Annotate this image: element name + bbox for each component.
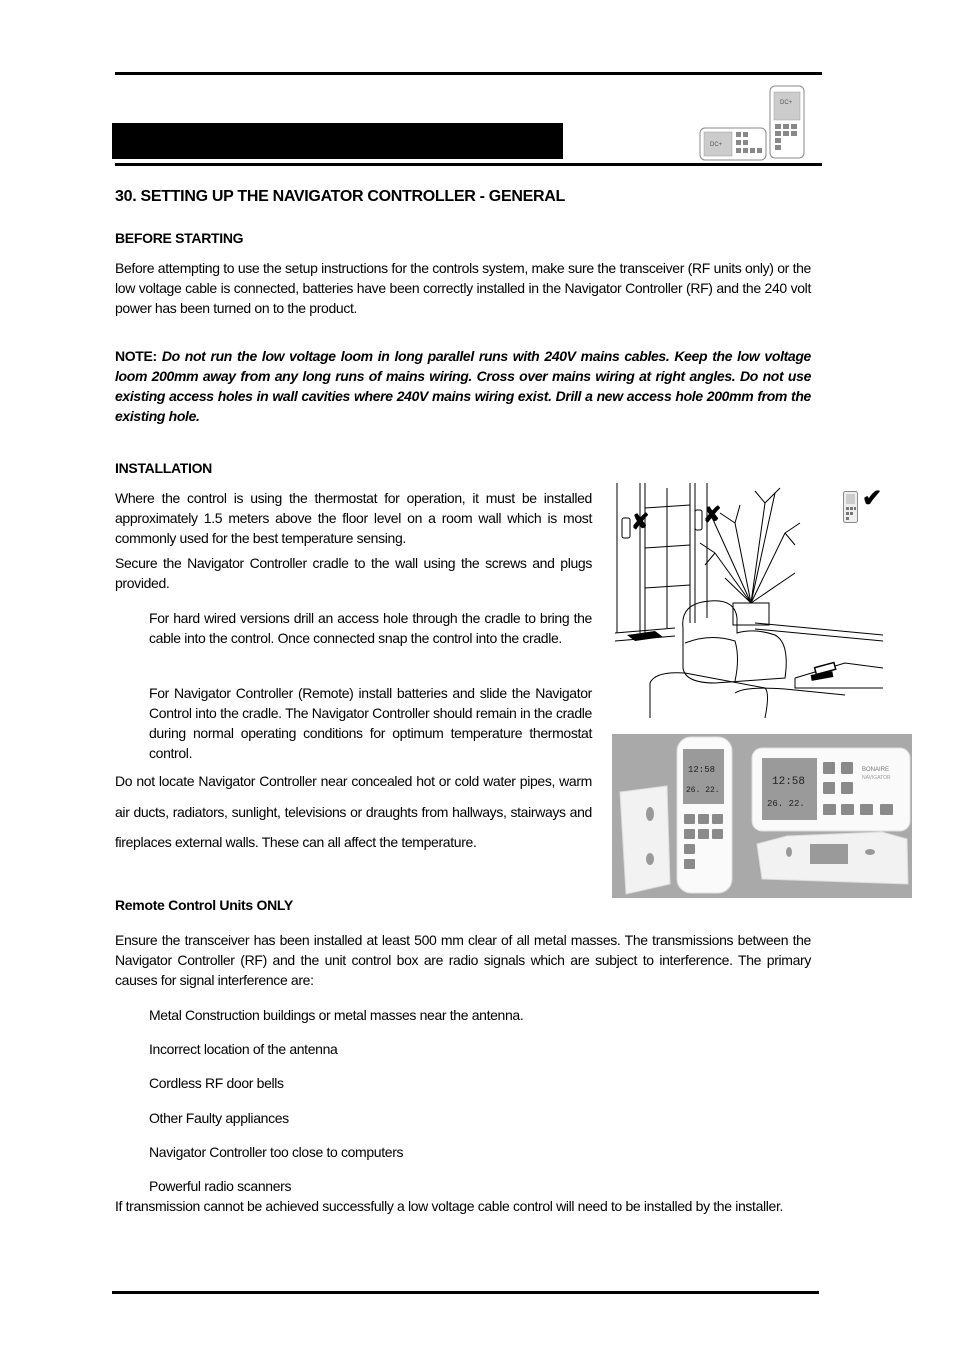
panel-lcd-time: 12:58 <box>772 776 806 788</box>
before-starting-paragraph: Before attempting to use the setup instructions for the controls system, make sure the transceiver (RF units only) or the low voltage cable is connected, batteries have been correctly installed in the Navigator Controller (RF) and the 240 volt power has been turned on to the product. <box>115 260 811 316</box>
header-title-bar <box>112 123 563 159</box>
interference-cause-item: Metal Construction buildings or metal masses near the antenna. <box>149 1007 524 1023</box>
closing-paragraph: If transmission cannot be achieved successfully a low voltage cable control will need to be installed by the installer. <box>115 1198 784 1214</box>
header-bottom-rule <box>115 163 822 166</box>
wrong-location-mark-2: ✘ <box>703 502 722 527</box>
header-top-rule <box>115 72 822 75</box>
photo-product: NAVIGATOR <box>862 775 891 781</box>
installation-paragraph-4: For Navigator Controller (Remote) install batteries and slide the Navigator Control into the cradle. The Navigator Controller should remain in the cradle during normal operating conditions for optimum temperature thermostat control. <box>149 685 592 761</box>
correct-location-mark: ✔ <box>862 485 883 512</box>
installation-paragraph-1: Where the control is using the thermostat for operation, it must be installed approximately 1.5 meters above the floor level on a room wall which is most commonly used for the best temperature sensing. <box>115 490 592 546</box>
remote-units-heading: Remote Control Units ONLY <box>115 897 293 913</box>
note-text: Do not run the low voltage loom in long parallel runs with 240V mains cables. Keep the low voltage loom 200mm away from any long runs of mains wiring. Cross over mains wiring at right angles. Do not use existing access holes in wall cavities where 240V mains wiring exist. Drill a new access hole 200mm from the existing hole. <box>115 348 811 424</box>
navigator-product-photo <box>612 734 912 898</box>
installation-paragraph-2: Secure the Navigator Controller cradle to the wall using the screws and plugs provided. <box>115 555 592 591</box>
header-controllers-thumbnail <box>698 84 818 162</box>
wrong-location-mark-1: ✘ <box>631 509 650 534</box>
installation-heading: INSTALLATION <box>115 460 212 476</box>
interference-cause-item: Other Faulty appliances <box>149 1110 289 1126</box>
footer-rule <box>112 1291 819 1294</box>
correct-location-controller-icon <box>843 491 858 523</box>
remote-lcd-time: 12:58 <box>688 765 716 775</box>
svg-text:DC+: DC+ <box>780 100 793 106</box>
photo-brand: BONAIRE <box>862 767 890 773</box>
installation-paragraph-5: Do not locate Navigator Controller near concealed hot or cold water pipes, warm air ducts, radiators, sunlight, televisions or draughts from hallways, stairways and fireplaces external walls. These can all affect the temperature. <box>115 773 592 850</box>
remote-units-paragraph: Ensure the transceiver has been installed at least 500 mm clear of all metal masses. The transmissions between the Navigator Controller (RF) and the unit control box are radio signals which are subject to interference. The primary causes for signal interference are: <box>115 932 811 988</box>
svg-text:DC+: DC+ <box>710 142 723 148</box>
panel-lcd-temps: 26. 22. <box>767 799 805 809</box>
section-title: 30. SETTING UP THE NAVIGATOR CONTROLLER - GENERAL <box>115 188 565 205</box>
installation-paragraph-3: For hard wired versions drill an access hole through the cradle to bring the cable into the control. Once connected snap the control into the cradle. <box>149 610 592 646</box>
before-starting-heading: BEFORE STARTING <box>115 230 244 246</box>
interference-cause-item: Powerful radio scanners <box>149 1178 292 1194</box>
note-paragraph <box>115 346 811 426</box>
interference-cause-item: Incorrect location of the antenna <box>149 1041 338 1057</box>
note-label: NOTE: <box>115 348 157 364</box>
interference-cause-item: Navigator Controller too close to computers <box>149 1144 404 1160</box>
remote-lcd-temps: 26. 22. <box>686 786 720 795</box>
interference-cause-item: Cordless RF door bells <box>149 1075 284 1091</box>
